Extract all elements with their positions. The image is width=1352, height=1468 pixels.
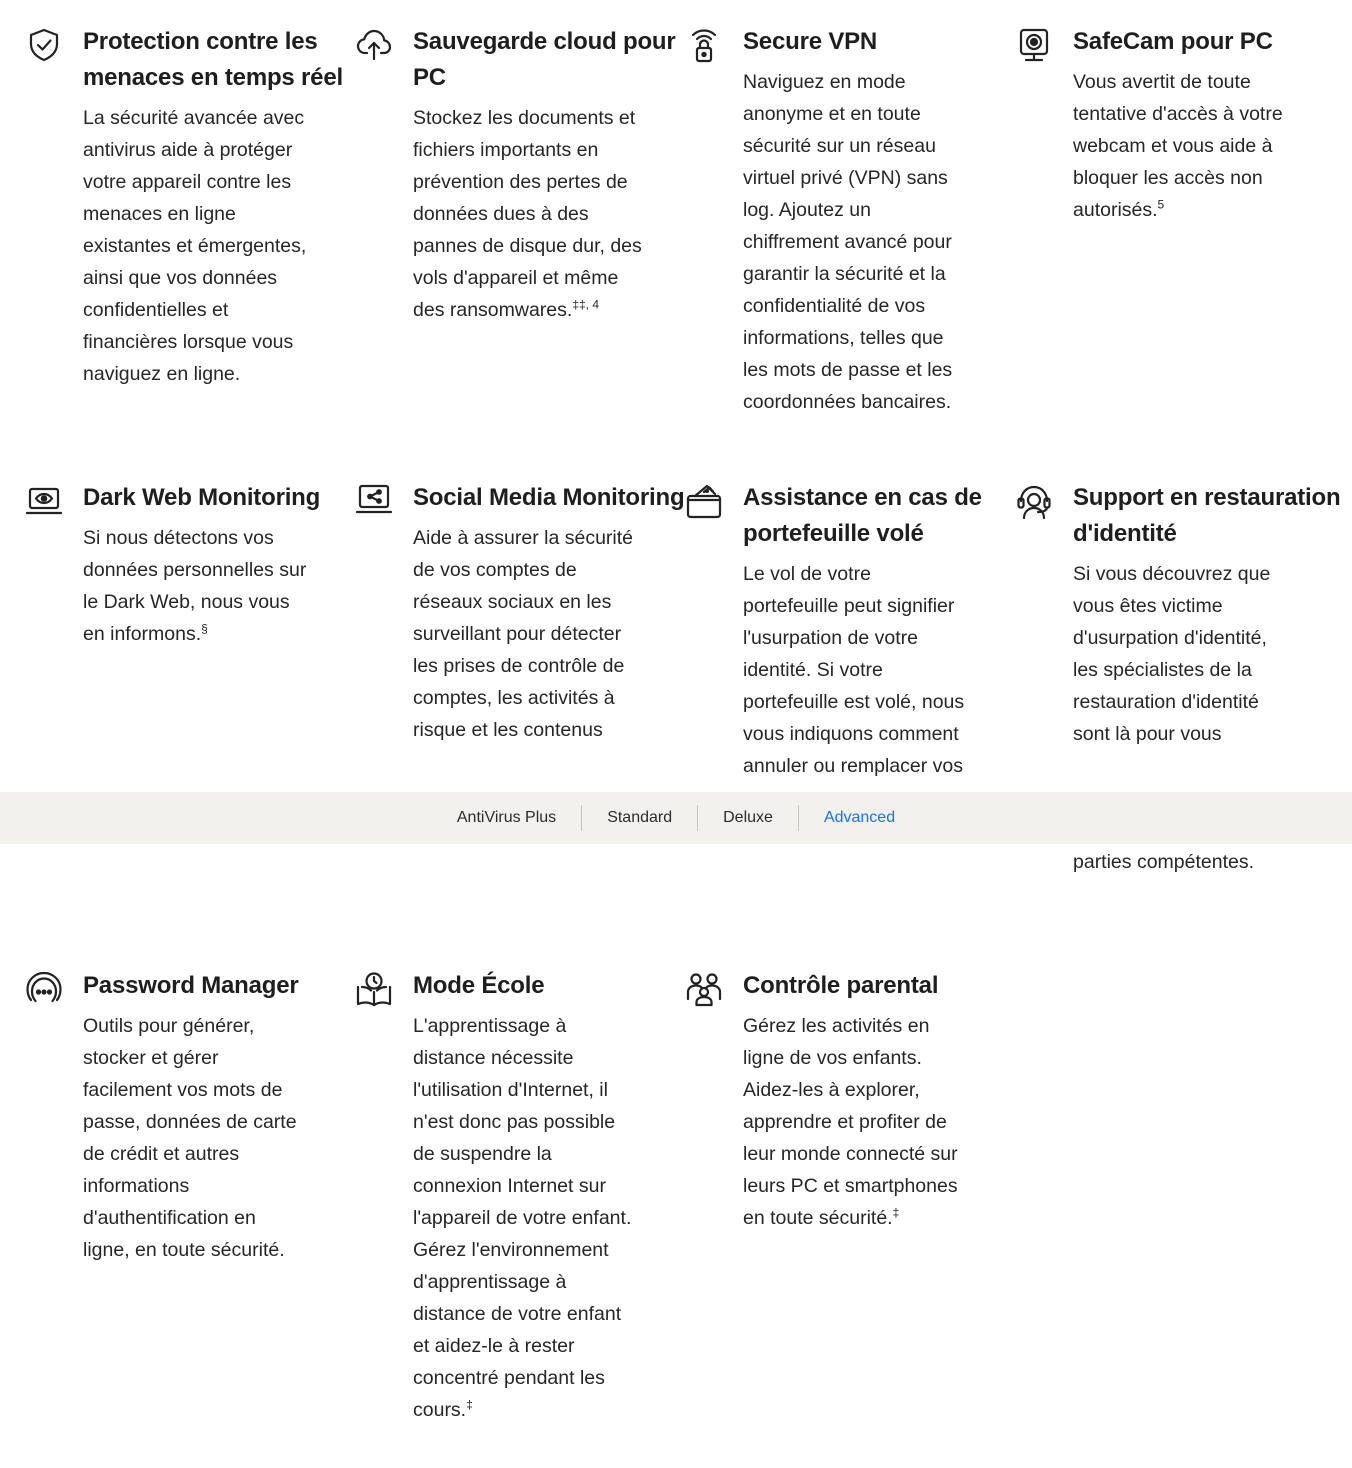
feature-title: Secure VPN [743, 28, 878, 55]
feature-description: Le vol de votre portefeuille peut signifier l'usurpation de votre identité. Si votre portefeuille est volé, nous vous indiquons comment annuler ou remplacer vos [743, 563, 965, 777]
feature-title: Mode École [413, 972, 545, 999]
feature-description: Si vous découvrez que vous êtes victime d'usurpation d'identité, les spécialistes de la restauration d'identité sont là pour vous parties compétentes. [1073, 563, 1271, 873]
feature-title: Sauvegarde cloud pour PC [413, 28, 676, 91]
feature-dark-web-monitoring [83, 480, 383, 650]
feature-description: Si nous détectons vos données personnelles sur le Dark Web, nous vous en informons. [83, 527, 307, 645]
plan-tab-bar [0, 792, 1352, 844]
laptop-share-icon [355, 482, 393, 520]
family-icon [685, 970, 723, 1008]
feature-title: Protection contre les menaces en temps réel [83, 28, 343, 91]
tab-advanced[interactable]: Advanced [798, 805, 920, 831]
feature-description: La sécurité avancée avec antivirus aide à protéger votre appareil contre les menaces en ligne existantes et émergentes, ainsi que vos données confidentielles et financières lorsque vous naviguez en ligne. [83, 107, 307, 385]
feature-secure-vpn [743, 24, 1043, 418]
feature-title: Social Media Monitoring [413, 484, 685, 511]
feature-social-media-monitoring [413, 480, 713, 746]
feature-stolen-wallet [743, 480, 1043, 782]
tab-antivirus-plus[interactable]: AntiVirus Plus [456, 809, 557, 826]
feature-description: Naviguez en mode anonyme et en toute sécurité sur un réseau virtuel privé (VPN) sans log. Ajoutez un chiffrement avancé pour garantir la sécurité et la confidentialité de vos informations, telles que les mots de passe et les coordonnées bancaires. [743, 71, 953, 413]
feature-title: Password Manager [83, 972, 299, 999]
vpn-lock-icon [685, 26, 723, 64]
tab-deluxe[interactable]: Deluxe [697, 805, 798, 831]
footnote-mark: § [201, 621, 208, 636]
feature-realtime-protection [83, 24, 383, 390]
footnote-mark: 5 [1157, 197, 1165, 212]
feature-description: Aide à assurer la sécurité de vos comptes de réseaux sociaux en les surveillant pour détecter les prises de contrôle de comptes, les activités à risque et les contenus [413, 527, 634, 741]
feature-description: Gérez les activités en ligne de vos enfants. Aidez-les à explorer, apprendre et profiter de leur monde connecté sur leurs PC et smartphones en toute sécurité. [743, 1015, 958, 1229]
laptop-eye-icon [25, 482, 63, 520]
password-dots-icon [25, 970, 63, 1008]
footnote-mark: ‡‡, 4 [572, 297, 600, 312]
shield-check-icon [25, 26, 63, 64]
headset-support-icon [1015, 482, 1053, 520]
feature-safecam [1073, 24, 1352, 226]
feature-description: Vous avertit de toute tentative d'accès à votre webcam et vous aide à bloquer les accès non autorisés. [1073, 71, 1283, 221]
feature-parental-control [743, 968, 1043, 1234]
feature-title: Support en restauration d'identité [1073, 484, 1341, 547]
feature-description: Stockez les documents et fichiers importants en prévention des pertes de données dues à des pannes de disque dur, des vols d'appareil et même des ransomwares. [413, 107, 642, 321]
footnote-mark: ‡ [466, 1397, 473, 1412]
feature-title: Assistance en cas de portefeuille volé [743, 484, 982, 547]
feature-description: L'apprentissage à distance nécessite l'utilisation d'Internet, il n'est donc pas possible de suspendre la connexion Internet sur l'appareil de votre enfant. Gérez l'environnement d'apprentissage à distance de votre enfant et aidez-le à rester concentré pendant les cours. [413, 1015, 632, 1421]
feature-title: SafeCam pour PC [1073, 28, 1273, 55]
footnote-mark: ‡ [892, 1205, 900, 1220]
webcam-icon [1015, 26, 1053, 64]
feature-title: Dark Web Monitoring [83, 484, 321, 511]
feature-password-manager [83, 968, 383, 1266]
tab-standard[interactable]: Standard [581, 805, 697, 831]
feature-cloud-backup [413, 24, 713, 326]
cloud-upload-icon [355, 26, 393, 64]
book-clock-icon [355, 970, 393, 1008]
feature-school-mode [413, 968, 713, 1426]
wallet-icon [685, 482, 723, 520]
feature-description: Outils pour générer, stocker et gérer facilement vos mots de passe, données de carte de crédit et autres informations d'authentification en ligne, en toute sécurité. [83, 1015, 297, 1261]
feature-title: Contrôle parental [743, 972, 939, 999]
